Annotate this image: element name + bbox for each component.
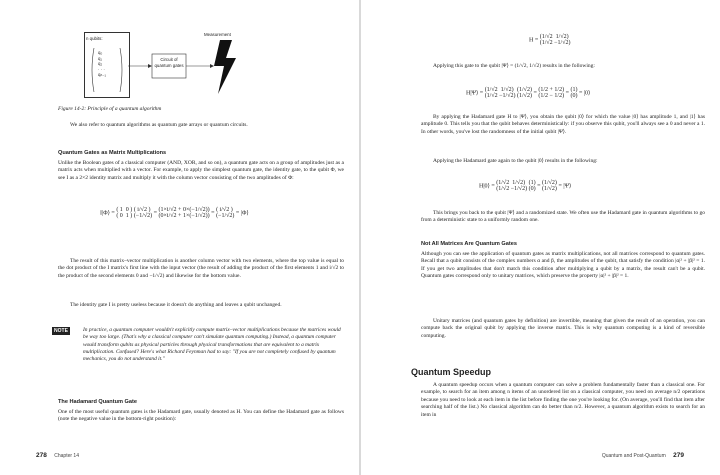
lightning-bolt-icon [214, 40, 236, 94]
left-page [0, 0, 359, 475]
hadamard-matrix-equation: H = (1/√2 1/√2) (1/√2 −1/√2) [529, 34, 571, 46]
left-chapter-label: Chapter 14 [54, 453, 79, 459]
identity-equation: I|Φ⟩ = ( 1 0 ) ( 0 1 ) ( i/√2 ) (−1/√2) = (1×i/√2 + 0×(−1/√2)) (0×i/√2 + 1×(−1/√2)) = ( i/√2 ) (−1/√2) = |Φ⟩ [100, 207, 249, 219]
note-text: In practice, a quantum computer wouldn't explicitly compute matrix–vector multiplications because the matrices would be way too large. (That's why a classical computer can't simulate quantum computing.) Instead, a quantum computer would transform qubits as physical particles through physical transformations that are equivalent to a matrix multiplication. Confused? Here's what Richard Feynman had to say: "If you are not completely confused by quantum mechanics, you do not understand it." [83, 327, 341, 363]
right-page [361, 0, 720, 475]
right-paragraph-2: By applying the Hadamard gate H to |Ψ⟩, you obtain the qubit |0⟩ for which the value |0⟩ has amplitude 1, and |1⟩ has amplitude 0. This tells you that the qubit behaves deterministically: if you observe this qubit, you'll always see a 0 and never a 1. In other words, you've lost the randomness of the initial qubit |Ψ⟩. [421, 114, 705, 135]
left-paragraph-3: The result of this matrix–vector multiplication is another column vector with two elements, where the top value is equal to the dot product of the I matrix's first line with the input vector (the result of adding the product of the first elements 1 and i/√2 to the product of the second elements 0 and −1/√2) and likewise for the bottom value. [58, 258, 344, 279]
right-paragraph-3: Applying the Hadamard gate again to the qubit |0⟩ results in the following: [433, 158, 598, 164]
heading-matrix-multiplications: Quantum Gates as Matrix Multiplications [58, 150, 167, 156]
diagram-nqubits-label: n qubits: [86, 36, 103, 41]
heading-not-all-matrices: Not All Matrices Are Quantum Gates [421, 241, 517, 247]
quantum-algorithm-diagram [80, 30, 260, 100]
qubit-1: q₁ [98, 55, 102, 61]
right-footer [602, 452, 684, 459]
left-footer [36, 452, 79, 459]
right-paragraph-4: This brings you back to the qubit |Ψ⟩ and a randomized state. We often use the Hadamard gate in quantum algorithms to go from a deterministic state to a uniformly random one. [421, 210, 705, 224]
heading-hadamard-gate: The Hadamard Quantum Gate [58, 399, 137, 405]
right-paragraph-7: A quantum speedup occurs when a quantum computer can solve a problem fundamentally faster than a classical one. For example, to search for an item among n items of an unordered list on a classical computer, you need on average n/2 operations because you need to look at each item in the list before finding the one you're looking for. (On average, you'll find that item after searching half of the list.) No classical algorithm can do better than n/2. However, a quantum algorithm exists to search for an item in [421, 382, 705, 418]
diagram-measurement-label: Measurement [204, 32, 231, 37]
hadamard-psi-equation: H|Ψ⟩ = (1/√2 1/√2) (1/√2 −1/√2) (1/√2) (1/√2) = (1/2 + 1/2) (1/2 − 1/2) = (1) (0) = |0⟩ [466, 87, 591, 99]
hadamard-zero-equation: H|0⟩ = (1/√2 1/√2) (1/√2 −1/√2) (1) (0) = (1/√2) (1/√2) = |Ψ⟩ [479, 180, 572, 192]
right-footer-title: Quantum and Post-Quantum [601, 453, 666, 459]
qubit-n-1: qₙ₋₁ [98, 72, 106, 77]
left-paragraph-2: Unlike the Boolean gates of a classical computer (AND, XOR, and so on), a quantum gate acts on a group of amplitudes just as a matrix acts when multiplied with a vector. For example, to apply the simplest quantum gate, the identity gate, to the qubit Φ, we see I as a 2×2 identity matrix and multiply it with the column vector consisting of the two amplitudes of Φ: [58, 160, 344, 181]
right-paragraph-5: Although you can see the application of quantum gates as matrix multiplications, not all matrices correspond to quantum gates. Recall that a qubit consists of the complex numbers α and β, the amplitudes of the qubit, that satisfy the condition |α|² + |β|² = 1. If you get two amplitudes that don't match this condition after multiplying a qubit by a matrix, the result can't be a qubit. Quantum gates correspond only to unitary matrices, which preserve the property |α|² + |β|² = 1. [421, 251, 705, 280]
right-paragraph-6: Unitary matrices (and quantum gates by definition) are invertible, meaning that given the result of an operation, you can compute back the original qubit by applying the inverse matrix. This is why quantum computing is a kind of reversible computing. [421, 318, 705, 339]
figure-caption: Figure 14-2: Principle of a quantum algorithm [58, 106, 162, 112]
right-page-number: 279 [673, 452, 684, 459]
left-paragraph-1: We also refer to quantum algorithms as quantum gate arrays or quantum circuits. [70, 122, 248, 128]
heading-quantum-speedup: Quantum Speedup [411, 367, 492, 377]
left-paragraph-5: One of the most useful quantum gates is the Hadamard gate, usually denoted as H. You can define the Hadamard gate as follows (note the negative value in the bottom-right position): [58, 409, 344, 423]
qubit-2: q₂ [98, 61, 103, 66]
qubit-0: q₀ [98, 50, 103, 55]
left-paragraph-4: The identity gate I is pretty useless because it doesn't do anything and leaves a qubit unchanged. [70, 302, 282, 308]
note-badge: NOTE [52, 327, 70, 335]
diagram-circuit-label: Circuit of quantum gates [154, 57, 184, 68]
qubit-ellipsis: · · · [98, 66, 105, 72]
right-paragraph-1: Applying this gate to the qubit |Ψ⟩ = (1/√2, 1/√2) results in the following: [433, 63, 595, 69]
left-page-number: 278 [36, 452, 47, 459]
